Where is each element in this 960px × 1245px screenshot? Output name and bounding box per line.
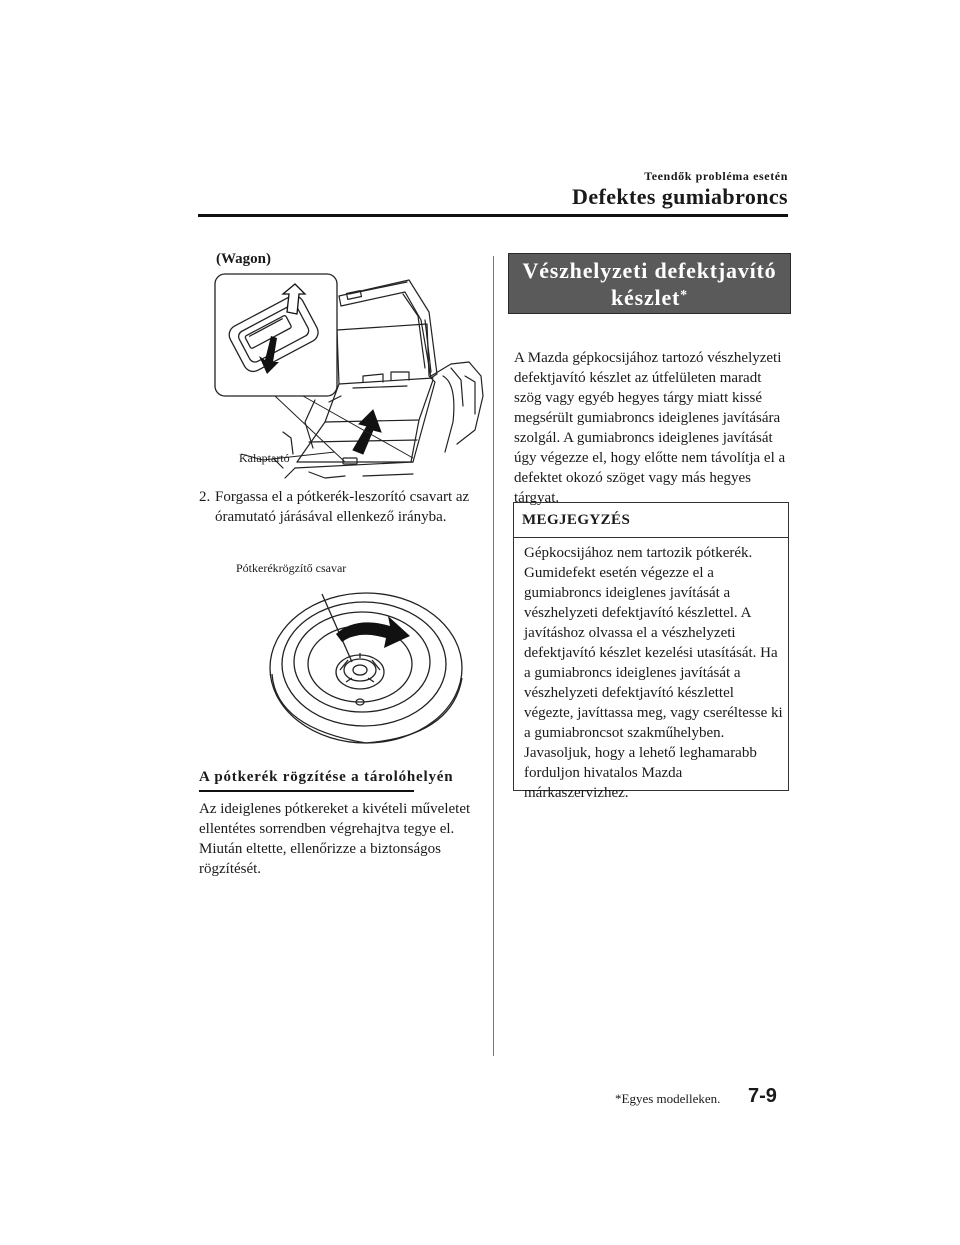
wagon-label: (Wagon) bbox=[216, 251, 272, 267]
page-title: Defektes gumiabroncs bbox=[572, 184, 788, 209]
banner-line-2-text: készlet bbox=[611, 285, 681, 310]
note-box bbox=[513, 502, 789, 801]
note-text: Gépkocsijához nem tartozik pótkerék. Gumidefekt esetén végezze el a gumiabroncs ideiglenes javítását a vészhelyzeti defektjavító készlettel. A javításhoz olvassa el a vészhelyzeti defektjavító készlet kezelési utasítását. Ha a gumiabroncs ideiglenes javítását a vészhelyzeti defektjavító készlettel végezte, javíttassa meg, vagy cseréltesse ki a gumiabroncsot szakműhelyben. Javasoljuk, hogy a lehető leghamarabb forduljon hivatalos Mazda márkaszervizhez. bbox=[524, 545, 783, 801]
spare-tire-storage-heading: A pótkerék rögzítése a tárolóhelyén bbox=[199, 769, 454, 785]
note-title: MEGJEGYZÉS bbox=[522, 512, 631, 528]
banner-line-1: Vészhelyzeti defektjavító bbox=[522, 258, 777, 283]
step-2-text: Forgassa el a pótkerék-leszorító csavart az óramutató járásával ellenkező irányba. bbox=[215, 489, 470, 525]
banner-line-2 bbox=[509, 284, 790, 311]
subheading-underline bbox=[199, 790, 414, 792]
repair-kit-banner bbox=[508, 253, 791, 314]
repair-kit-paragraph: A Mazda gépkocsijához tartozó vészhelyzeti defektjavító készlet az útfelületen maradt szög vagy egyéb hegyes tárgy miatt kissé megsérült gumiabroncs ideiglenes javítására szolgál. A gumiabroncs ideiglenes javítását úgy végezze el, hogy előtte nem távolítja el a defektet okozó szöget vagy más hegyes tárgyat. bbox=[514, 350, 786, 506]
section-label: Teendők probléma esetén bbox=[644, 169, 788, 183]
footnote: *Egyes modelleken. bbox=[615, 1091, 721, 1106]
note-divider bbox=[514, 537, 788, 538]
step-2 bbox=[199, 487, 489, 527]
header-divider bbox=[198, 214, 788, 217]
storage-paragraph: Az ideiglenes pótkereket a kivételi műveletet ellentétes sorrendben végrehajtva tegye el. Miután eltette, ellenőrizze a biztonságos rögzítését. bbox=[199, 801, 471, 877]
step-2-number: 2. bbox=[199, 489, 211, 505]
spare-tire-bolt-illustration bbox=[266, 578, 466, 748]
page-number: 7-9 bbox=[748, 1085, 777, 1107]
spare-tire-bolt-callout: Pótkerékrögzítő csavar bbox=[236, 561, 347, 575]
column-divider bbox=[493, 256, 494, 1056]
banner-asterisk: * bbox=[680, 288, 688, 303]
hat-shelf-callout: Kalaptartó bbox=[239, 451, 290, 465]
